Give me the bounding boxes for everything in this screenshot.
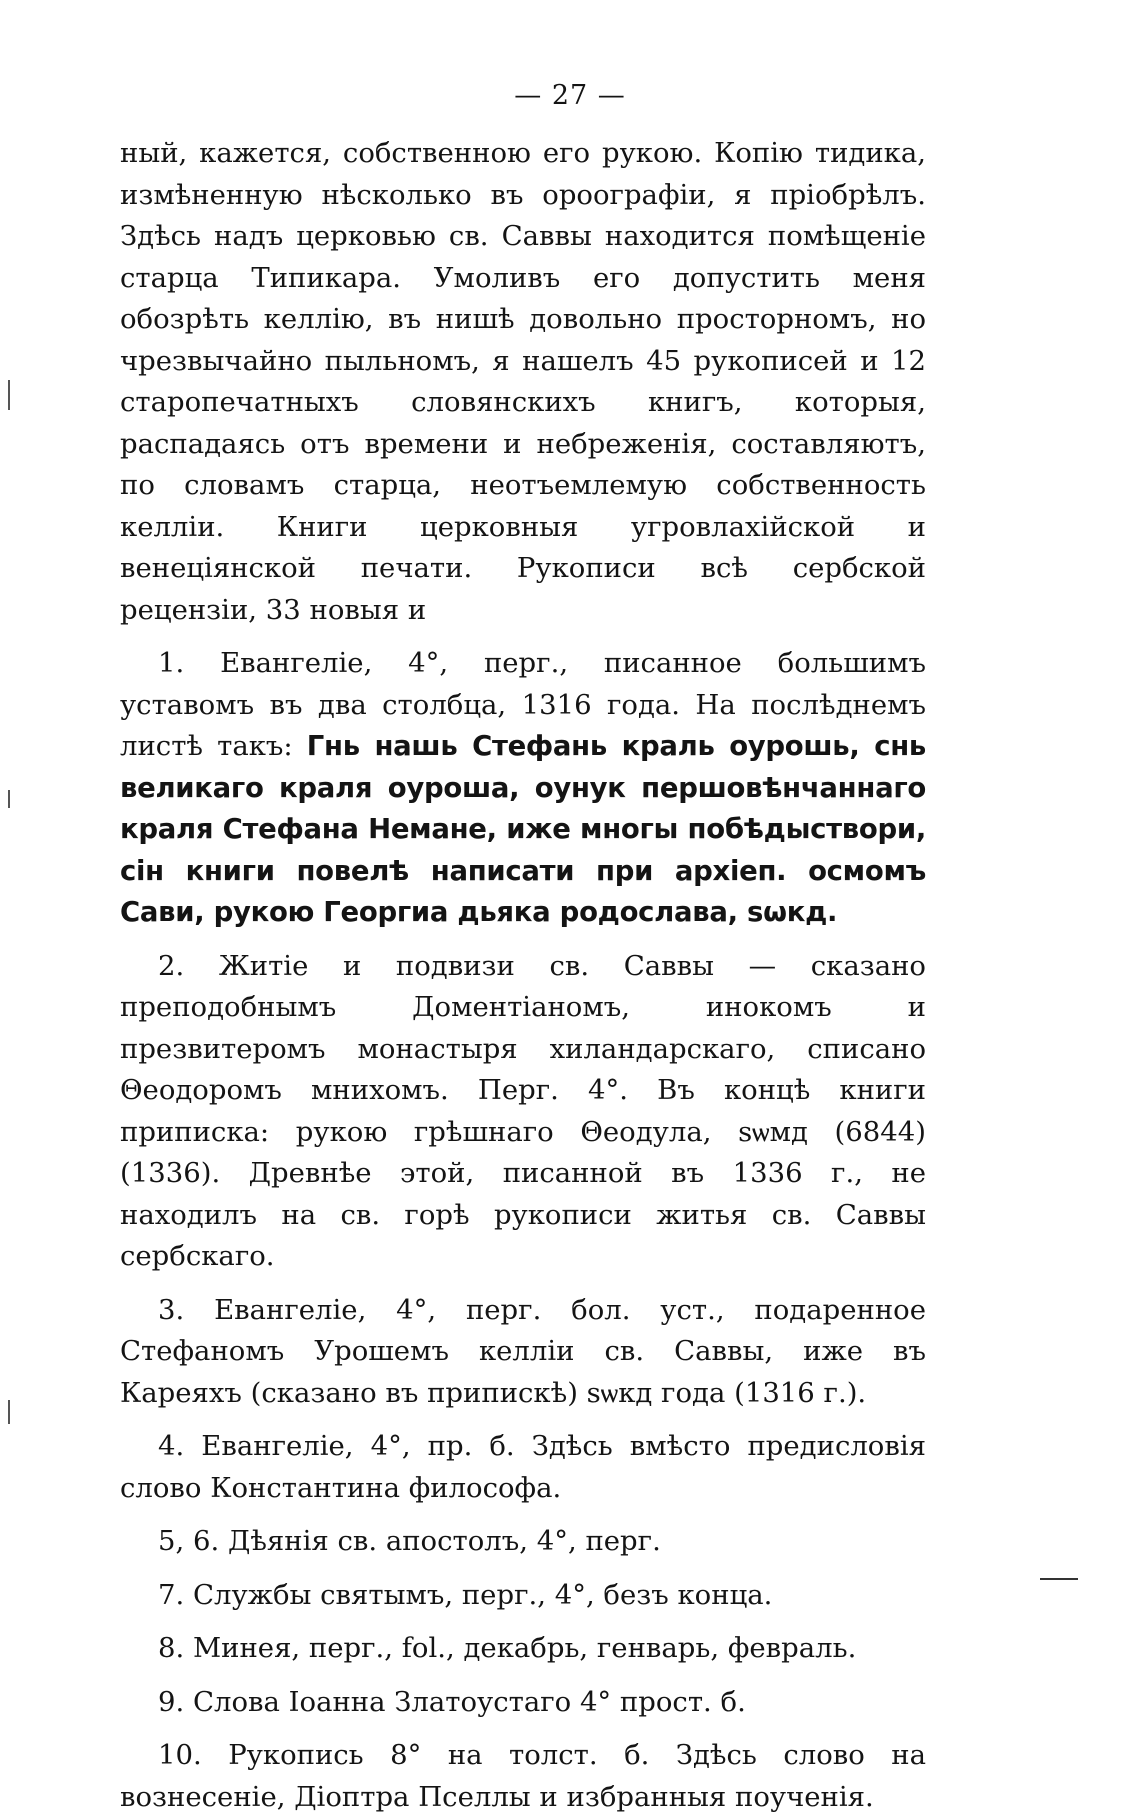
list-item-1-old-slavonic-quote: Гнь нашь Стефань краль оурошь, снь великаго краля оуроша, оунук першовѣнчаннаго краля Стефана Немане, иже многы побѣдыствори, сін книги повелѣ написати при архіеп. осмомъ Сави, рукою Георгиа дьяка родослава, ѕѡкд. [120,730,926,928]
list-item-10: 10. Рукопись 8° на толст. б. Здѣсь слово на вознесеніе, Діоптра Пселлы и избранныя поученія. [120,1739,926,1813]
scan-margin-mark [8,380,10,410]
page-number: — 27 — [514,80,626,111]
list-item-7: 7. Службы святымъ, перг., 4°, безъ конца. [158,1578,773,1611]
list-item-2: 2. Житіе и подвизи св. Саввы — сказано преподобнымъ Доментіаномъ, инокомъ и презвитеромъ монастыря хиландарскаго, списано Θеодоромъ мнихомъ. Перг. 4°. Въ концѣ книги приписка: рукою грѣшнаго Θеодула, ѕѡмд (6844) (1336). Древнѣе этой, писанной въ 1336 г., не находилъ на св. горѣ рукописи житья св. Саввы сербскаго. [120,949,926,1272]
list-item-1-text: 1. Евангеліе, 4°, перг., писанное большимъ уставомъ въ два столбца, 1316 года. На послѣднемъ листѣ такъ: [120,647,926,762]
list-item-1 [120,643,926,934]
body-text [120,133,926,1818]
list-item-9: 9. Слова Іоанна Златоустаго 4° прост. б. [158,1685,746,1718]
list-item-4: 4. Евангеліе, 4°, пр. б. Здѣсь вмѣсто предисловія слово Константина философа. [120,1430,926,1504]
scan-margin-mark [8,1400,10,1424]
footer-rule [1040,1578,1078,1580]
list-item-8: 8. Минея, перг., fol., декабрь, генварь, февраль. [158,1632,857,1664]
list-item-5-6: 5, 6. Дѣянія св. апостолъ, 4°, перг. [158,1525,661,1557]
scan-margin-mark [8,790,10,808]
paragraph-intro: ный, кажется, собственною его рукою. Копію тидика, измѣненную нѣсколько въ ороографіи, я пріобрѣлъ. Здѣсь надъ церковью св. Саввы находится помѣщеніе старца Типикара. Умоливъ его допустить меня обозрѣть келлію, въ нишѣ довольно просторномъ, но чрезвычайно пыльномъ, я нашелъ 45 рукописей и 12 старопечатныхъ словянскихъ книгъ, которыя, распадаясь отъ времени и небреженія, составляютъ, по словамъ старца, неотъемлемую собственность келліи. Книги церковныя угровлахійской и венеціянской печати. Рукописи всѣ сербской рецензіи, 33 новыя и [120,137,926,626]
list-item-3: 3. Евангеліе, 4°, перг. бол. уст., подаренное Стефаномъ Урошемъ келліи св. Саввы, иже въ Кареяхъ (сказано въ припискѣ) ѕѡкд года (1316 г.). [120,1293,926,1409]
